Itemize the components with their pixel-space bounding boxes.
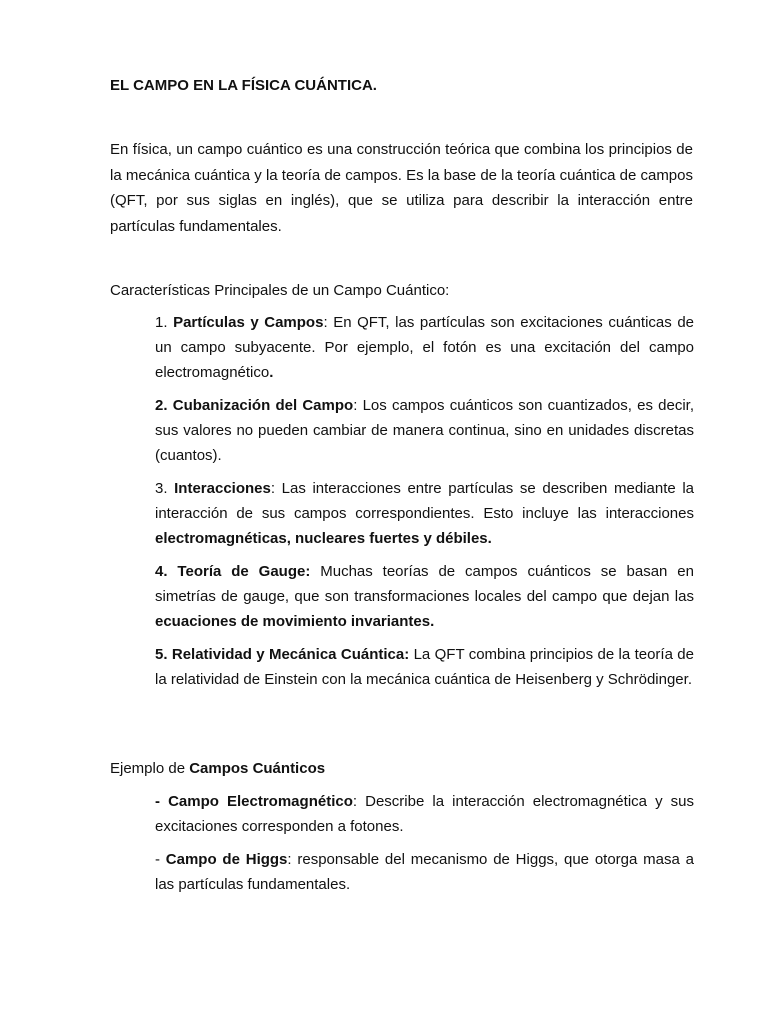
item-text: : En QFT, las partículas son excitaciones cuánticas de un campo subyacente. Por ejemplo, el fotón es una excitación del campo electromagnético [155, 314, 694, 381]
item-term: Interacciones [174, 480, 271, 497]
intro-paragraph: En física, un campo cuántico es una construcción teórica que combina los principios de la mecánica cuántica y la teoría de campos. Es la base de la teoría cuántica de campos (QFT, por sus siglas en inglés), que se utiliza para describir la interacción entre partículas fundamentales. [110, 141, 693, 235]
item-text: : Describe la interacción electromagnética y sus excitaciones corresponden a fotones. [155, 793, 694, 835]
characteristics-heading: Características Principales de un Campo Cuántico: [110, 282, 450, 299]
item-number: 5. [155, 646, 172, 663]
characteristic-item-5 [155, 642, 694, 692]
item-text: Muchas teorías de campos cuánticos se basan en simetrías de gauge, que son transformaciones locales del campo que dejan las [155, 563, 694, 605]
characteristic-item-1 [155, 310, 694, 385]
item-text: : Las interacciones entre partículas se describen mediante la interacción de sus campos correspondientes. Esto incluye las interacciones [155, 480, 694, 522]
item-number: 1. [155, 314, 174, 331]
item-bold-tail: ecuaciones de movimiento invariantes. [155, 613, 435, 630]
item-term: Cubanización del Campo [172, 397, 354, 414]
item-dash: - [155, 851, 166, 868]
characteristic-item-3 [155, 476, 694, 551]
item-term: Campo de Higgs [165, 851, 288, 868]
item-term: Relatividad y Mecánica Cuántica: [171, 646, 410, 663]
item-bold-tail: electromagnéticas, nucleares fuertes y débiles. [155, 530, 492, 547]
example-item-1 [155, 789, 694, 839]
item-text: : responsable del mecanismo de Higgs, que otorga masa a las partículas fundamentales. [155, 851, 694, 893]
example-item-2 [155, 847, 694, 897]
item-term: Campo Electromagnético [168, 793, 353, 810]
item-text: La QFT combina principios de la teoría de la relatividad de Einstein con la mecánica cuántica de Heisenberg y Schrödinger. [155, 646, 694, 688]
item-number: 2. [155, 397, 173, 414]
document-title: EL CAMPO EN LA FÍSICA CUÁNTICA. [110, 77, 377, 94]
item-number: 4. [155, 563, 178, 580]
item-term: Teoría de Gauge: [177, 563, 311, 580]
item-number: 3. [155, 480, 175, 497]
examples-heading-prefix: Ejemplo de [110, 760, 190, 777]
item-term: Partículas y Campos [173, 314, 324, 331]
examples-heading-bold: Campos Cuánticos [189, 760, 326, 777]
item-dash: - [155, 793, 169, 810]
characteristic-item-2 [155, 393, 694, 468]
examples-heading [110, 759, 325, 779]
item-text: : Los campos cuánticos son cuantizados, es decir, sus valores no pueden cambiar de manera continua, sino en unidades discretas (cuantos). [155, 397, 695, 464]
characteristic-item-4 [155, 559, 694, 634]
item-end: . [269, 364, 274, 381]
